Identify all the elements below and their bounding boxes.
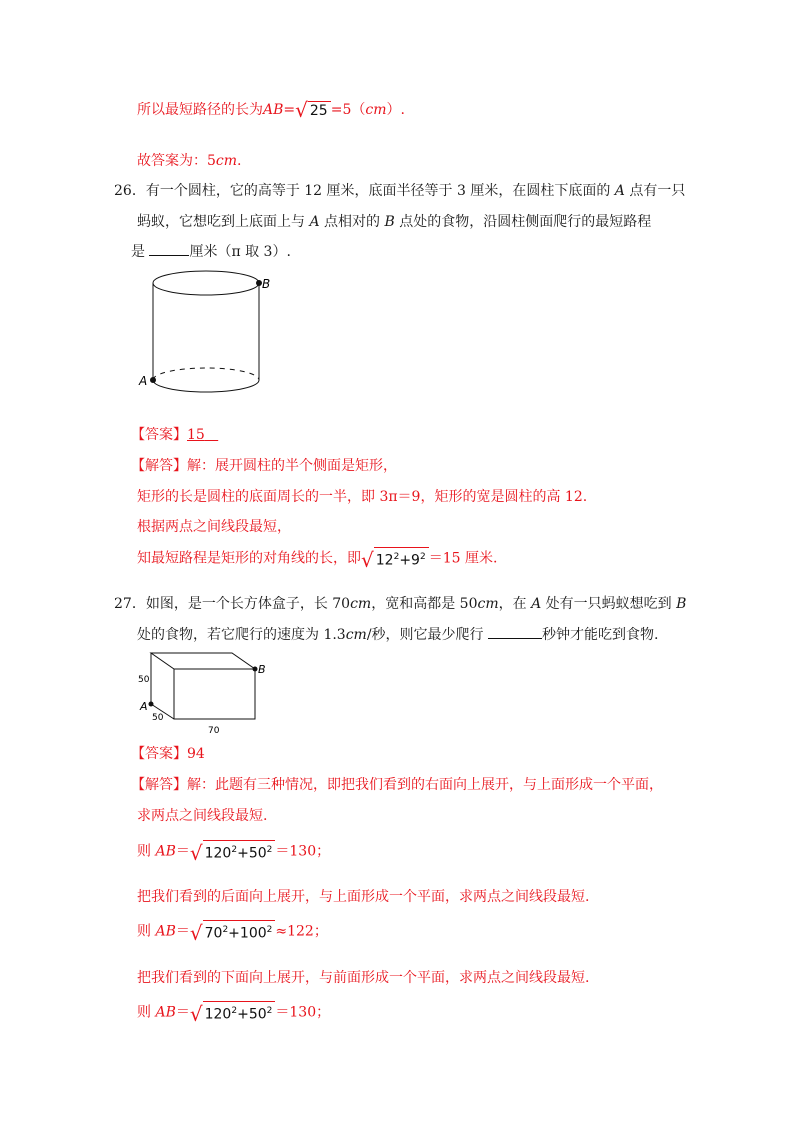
box-figure (135, 647, 275, 737)
point-a-dot (149, 702, 154, 707)
q26-line3: 是 厘米（π 取 3）. (131, 244, 291, 260)
answer-blank (149, 243, 189, 256)
solution-27-line5: 则 AB＝ √ $70^2+100^2$ ≈122； (137, 920, 328, 945)
solution-27-line4: 把我们看到的后面向上展开，与上面形成一个平面，求两点之间线段最短. (137, 889, 590, 905)
cylinder-figure (135, 262, 275, 402)
q27-line2: 处的食物，若它爬行的速度为 1.3cm/秒，则它最少爬行 秒钟才能吃到食物. (137, 627, 659, 643)
q27-line1: 27．如图，是一个长方体盒子，长 70cm，宽和高都是 50cm，在 A 处有一只蚂蚁想吃到 B (114, 596, 687, 612)
solution-26-line1: 【解答】解：展开圆柱的半个侧面是矩形， (131, 458, 397, 474)
answer-26: 【答案】15 (131, 427, 205, 443)
solution-27-line6: 把我们看到的下面向上展开，与前面形成一个平面，求两点之间线段最短. (137, 970, 590, 986)
label-height-50: 50 (138, 675, 150, 685)
point-b-dot (253, 667, 258, 672)
answer-blank (488, 626, 542, 639)
solution-27-line3: 则 AB＝ √ $120^2+50^2$ ＝130； (137, 840, 331, 865)
label-b: B (262, 277, 271, 291)
sqrt-25: 25 (308, 101, 331, 120)
cylinder-top-ellipse (153, 271, 259, 295)
cylinder-bottom-front (153, 380, 259, 392)
label-length-70: 70 (208, 726, 220, 736)
label-b: B (258, 663, 266, 676)
point-a-dot (150, 377, 156, 383)
solution-26-line3: 根据两点之间线段最短， (137, 519, 291, 535)
box-front-face (174, 669, 255, 719)
solution-26-line4: 知最短路程是矩形的对角线的长，即 √ $12^2+9^2$ ＝15 厘米. (137, 547, 498, 572)
solution-27-line2: 求两点之间线段最短. (137, 808, 268, 824)
q26-line2: 蚂蚁，它想吃到上底面上与 A 点相对的 B 点处的食物，沿圆柱侧面爬行的最短路程 (137, 214, 652, 230)
label-width-50: 50 (152, 713, 164, 723)
answer-27: 【答案】94 (131, 746, 205, 762)
box-top-face (151, 653, 255, 669)
cylinder-bottom-back (153, 368, 259, 380)
prev-answer-line: 所以最短路径的长为AB= √ 25 =5（cm）. (137, 98, 405, 122)
label-a: A (140, 700, 148, 713)
solution-26-line2: 矩形的长是圆柱的底面周长的一半，即 3π＝9，矩形的宽是圆柱的高 12. (137, 489, 588, 505)
solution-27-line7: 则 AB＝ √ $120^2+50^2$ ＝130； (137, 1001, 331, 1026)
q26-line1: 26．有一个圆柱，它的高等于 12 厘米，底面半径等于 3 厘米，在圆柱下底面的 A 点有一只 (114, 183, 686, 199)
prev-final-answer: 故答案为：5cm. (137, 153, 242, 169)
label-a: A (139, 374, 148, 388)
solution-27-line1: 【解答】解：此题有三种情况，即把我们看到的右面向上展开，与上面形成一个平面， (131, 777, 663, 793)
